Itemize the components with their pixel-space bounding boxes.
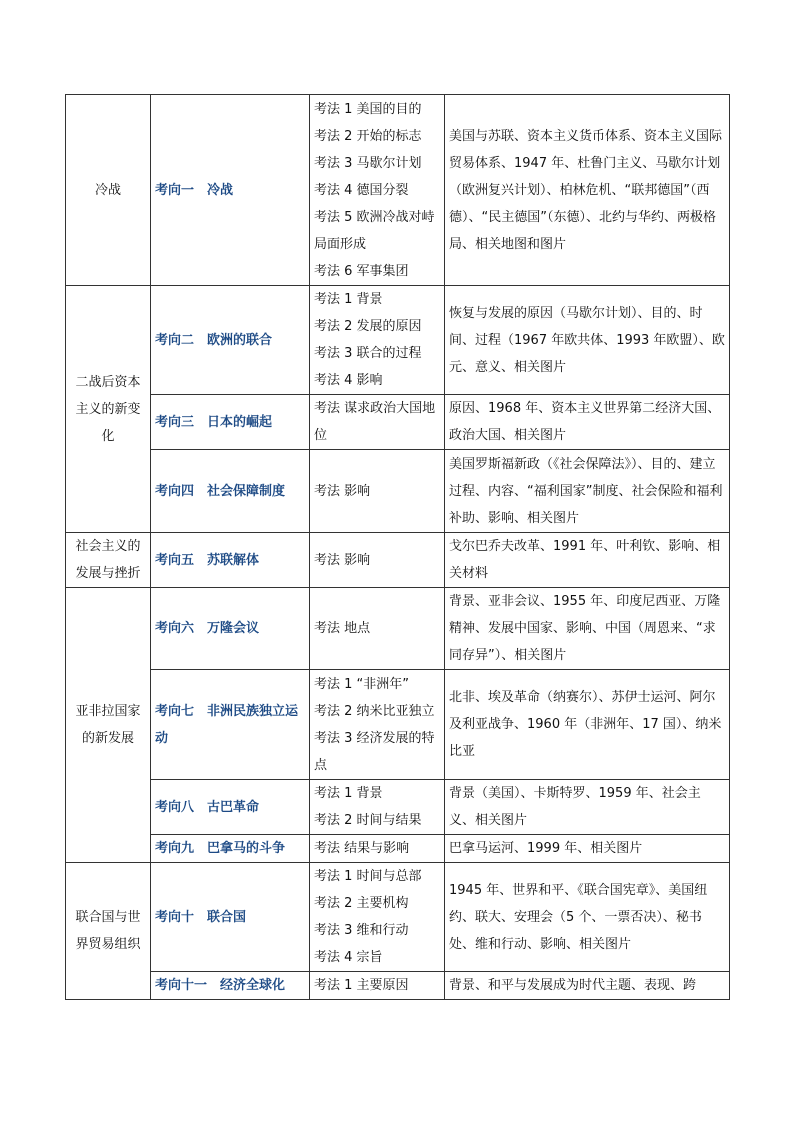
content-cell [445, 780, 730, 835]
content-text: 背景、亚非会议、1955 年、印度尼西亚、万隆精神、发展中国家、影响、中国（周恩来、“求同存异”）、相关图片 [449, 594, 721, 663]
method-item: 考法 3 马歇尔计划 [314, 155, 422, 171]
content-cell [445, 670, 730, 780]
table-row [66, 450, 730, 533]
content-cell [445, 286, 730, 395]
table-row [66, 395, 730, 450]
method-item: 考法 结果与影响 [314, 841, 410, 856]
method-item: 考法 3 经济发展的特点 [314, 730, 435, 773]
direction-label: 考向十 联合国 [155, 909, 247, 925]
content-cell [445, 588, 730, 670]
method-item: 考法 1 时间与总部 [314, 869, 422, 884]
content-cell [445, 450, 730, 533]
method-item: 考法 2 纳米比亚独立 [314, 703, 435, 719]
methods-cell [310, 863, 445, 972]
table-row [66, 863, 730, 972]
direction-label: 考向六 万隆会议 [155, 621, 260, 636]
method-item: 考法 地点 [314, 621, 371, 636]
content-text: 恢复与发展的原因（马歇尔计划）、目的、时间、过程（1967 年欧共体、1993 年欧盟）、欧元、意义、相关图片 [449, 305, 725, 375]
method-item: 考法 1 背景 [314, 292, 383, 307]
content-text: 美国罗斯福新政（《社会保障法》）、目的、建立过程、内容、“福利国家”制度、社会保险和福利补助、影响、相关图片 [449, 456, 723, 526]
methods-cell [310, 286, 445, 395]
method-item: 考法 2 开始的标志 [314, 128, 422, 144]
methods-cell [310, 533, 445, 588]
direction-cell [151, 780, 310, 835]
content-text: 原因、1968 年、资本主义世界第二经济大国、政治大国、相关图片 [449, 401, 721, 443]
content-text: 巴拿马运河、1999 年、相关图片 [449, 841, 643, 856]
methods-cell [310, 450, 445, 533]
content-cell [445, 95, 730, 286]
content-cell [445, 863, 730, 972]
content-text: 美国与苏联、资本主义货币体系、资本主义国际贸易体系、1947 年、杜鲁门主义、马歇尔计划（欧洲复兴计划）、柏林危机、“联邦德国”（西德）、“民主德国”（东德）、北约与华约、两极格局、相关地图和图片 [449, 128, 723, 252]
topic-cell: 亚非拉国家的新发展 [66, 588, 151, 863]
method-item: 考法 4 影响 [314, 373, 383, 388]
topic-cell: 社会主义的发展与挫折 [66, 533, 151, 588]
table-row [66, 533, 730, 588]
method-item: 考法 3 联合的过程 [314, 346, 422, 361]
direction-label: 考向一 冷战 [155, 182, 234, 198]
topic-cell: 二战后资本主义的新变化 [66, 286, 151, 533]
content-cell [445, 395, 730, 450]
methods-cell [310, 670, 445, 780]
content-text: 1945 年、世界和平、《联合国宪章》、美国纽约、联大、安理会（5 个、一票否决）、秘书处、维和行动、影响、相关图片 [449, 882, 708, 952]
table-row [66, 95, 730, 286]
direction-cell [151, 395, 310, 450]
direction-label: 考向八 古巴革命 [155, 799, 260, 815]
methods-cell [310, 780, 445, 835]
direction-cell [151, 863, 310, 972]
methods-cell [310, 588, 445, 670]
content-cell [445, 835, 730, 863]
content-text: 戈尔巴乔夫改革、1991 年、叶利钦、影响、相关材料 [449, 539, 721, 581]
topic-cell: 冷战 [66, 95, 151, 286]
direction-cell [151, 450, 310, 533]
method-item: 考法 6 军事集团 [314, 263, 409, 279]
method-item: 考法 影响 [314, 483, 371, 499]
exam-outline-table [65, 94, 730, 1000]
direction-cell [151, 972, 310, 1000]
method-item: 考法 影响 [314, 552, 371, 568]
direction-cell [151, 286, 310, 395]
direction-cell [151, 533, 310, 588]
methods-cell [310, 95, 445, 286]
table-row [66, 670, 730, 780]
direction-label: 考向五 苏联解体 [155, 552, 260, 568]
content-text: 北非、埃及革命（纳赛尔）、苏伊士运河、阿尔及利亚战争、1960 年（非洲年、17 国）、纳米比亚 [449, 690, 722, 759]
methods-cell [310, 395, 445, 450]
table-row [66, 286, 730, 395]
method-item: 考法 谋求政治大国地位 [314, 401, 436, 443]
direction-cell [151, 95, 310, 286]
content-cell [445, 533, 730, 588]
direction-label: 考向十一 经济全球化 [155, 978, 286, 993]
topic-cell: 联合国与世界贸易组织 [66, 863, 151, 1000]
direction-label: 考向三 日本的崛起 [155, 414, 273, 430]
table-row [66, 972, 730, 1000]
method-item: 考法 4 宗旨 [314, 950, 383, 965]
direction-cell [151, 588, 310, 670]
direction-label: 考向九 巴拿马的斗争 [155, 841, 286, 856]
method-item: 考法 1 背景 [314, 786, 383, 801]
table-row [66, 780, 730, 835]
direction-cell [151, 835, 310, 863]
table-row [66, 835, 730, 863]
direction-label: 考向四 社会保障制度 [155, 483, 286, 499]
content-text: 背景（美国）、卡斯特罗、1959 年、社会主义、相关图片 [449, 786, 701, 828]
method-item: 考法 2 时间与结果 [314, 813, 422, 828]
method-item: 考法 5 欧洲冷战对峙局面形成 [314, 209, 435, 252]
table-row [66, 588, 730, 670]
content-cell [445, 972, 730, 1000]
methods-cell [310, 972, 445, 1000]
method-item: 考法 1 主要原因 [314, 978, 409, 993]
direction-cell [151, 670, 310, 780]
method-item: 考法 2 发展的原因 [314, 319, 422, 334]
direction-label: 考向七 非洲民族独立运动 [155, 703, 299, 746]
method-item: 考法 1 美国的目的 [314, 101, 422, 117]
methods-cell [310, 835, 445, 863]
direction-label: 考向二 欧洲的联合 [155, 332, 273, 348]
method-item: 考法 2 主要机构 [314, 896, 409, 911]
method-item: 考法 3 维和行动 [314, 923, 409, 938]
method-item: 考法 4 德国分裂 [314, 182, 409, 198]
method-item: 考法 1 “非洲年” [314, 676, 410, 692]
content-text: 背景、和平与发展成为时代主题、表现、跨 [449, 978, 697, 993]
